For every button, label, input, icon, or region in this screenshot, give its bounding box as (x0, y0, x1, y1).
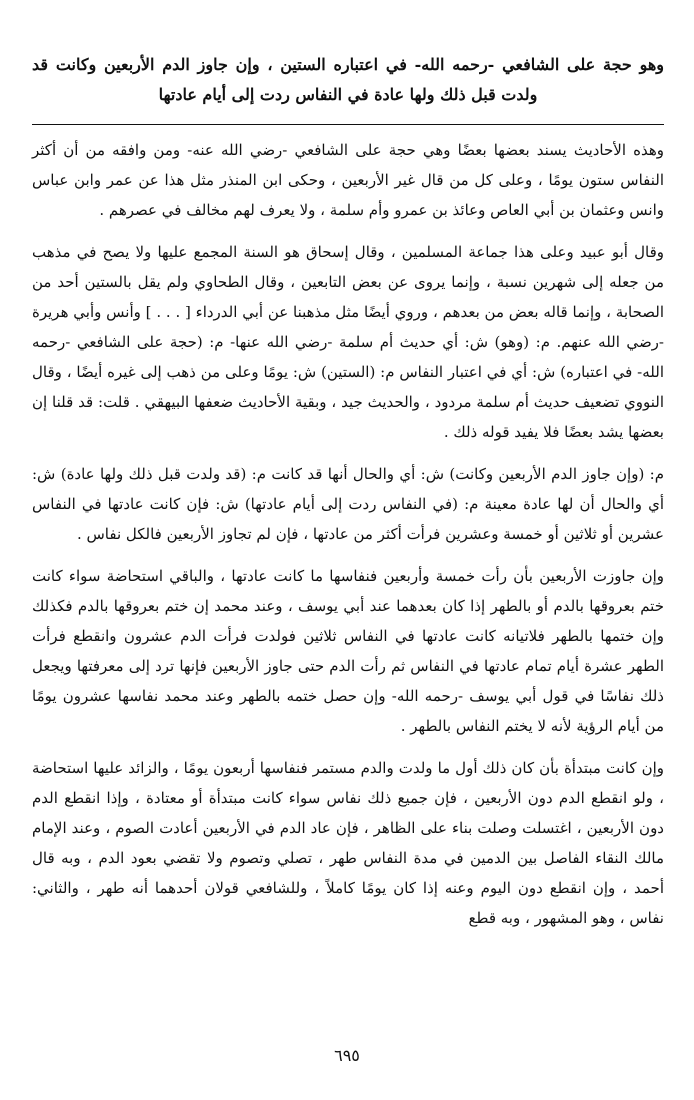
paragraph-3: م: (وإن جاوز الدم الأربعين وكانت) ش: أي والحال أنها قد كانت م: (قد ولدت قبل ذلك ولها عادة) ش: أي والحال أن لها عادة معينة م: (في النفاس ردت إلى أيام عادتها) ش: فإن كانت عادتها في النفاس عشرين أو ثلاثين أو خمسة وعشرين فرأت أكثر من عادتها ، فإن لم تجاوز الأربعين فالكل نفاس . (32, 465, 664, 543)
paragraph-5: وإن كانت مبتدأة بأن كان ذلك أول ما ولدت والدم مستمر فنفاسها أربعون يومًا ، والزائد عليها استحاضة ، ولو انقطع الدم دون الأربعين ، فإن جميع ذلك نفاس سواء كانت مبتدأة أو معتادة ، وإذا انقطع الدم دون الأربعين ، اغتسلت وصلت بناء على الظاهر ، فإن عاد الدم في الأربعين أعادت الصوم ، وعند الإمام مالك النقاء الفاصل بين الدمين في مدة النفاس طهر ، تصلي وتصوم ولا تقضي بعود الدم ، وبه قال أحمد ، وإن انقطع دون اليوم وعنه إذا كان يومًا كاملاً ، وللشافعي قولان أحدهما أنه طهر ، والثاني: نفاس ، وهو المشهور ، وبه قطع (32, 759, 664, 927)
page-body (32, 50, 664, 945)
page-number: ٦٩٥ (334, 1046, 360, 1065)
paragraph-2: وقال أبو عبيد وعلى هذا جماعة المسلمين ، وقال إسحاق هو السنة المجمع عليها ولا يصح في مذهب من جعله إلى شهرين نسبة ، وإنما يروى عن بعض التابعين ، وقال الطحاوي ولم يقل بالستين أحد من الصحابة ، وإنما قاله بعض من بعدهم ، وروي أيضًا مثل مذهبنا عن أبي الدرداء [ . . . ] وأنس وأبي هريرة -رضي الله عنهم. م: (وهو) ش: أي حديث أم سلمة -رضي الله عنها- م: (حجة على الشافعي -رحمه الله- في اعتباره) ش: أي في اعتبار النفاس م: (الستين) ش: يومًا وعلى من ذهب إلى غيره أيضًا ، وقال النووي تضعيف حديث أم سلمة مردود ، والحديث جيد ، وبقية الأحاديث ضعفها البيهقي . قلت: قد قلنا إن بعضها يشد بعضًا فلا يفيد قوله ذلك . (32, 243, 665, 441)
paragraph-1: وهذه الأحاديث يسند بعضها بعضًا وهي حجة على الشافعي -رضي الله عنه- ومن وافقه من أن أكثر النفاس ستون يومًا ، وعلى كل من قال غير الأربعين ، وحكى ابن المنذر مثل هذا عن عمر وابن عباس وانس وعثمان بن أبي العاص وعائذ بن عمرو وأم سلمة ، ولا يعرف لهم مخالف في عصرهم . (32, 141, 664, 219)
header-divider (32, 124, 664, 125)
matn-header: وهو حجة على الشافعي -رحمه الله- في اعتباره الستين ، وإن جاوز الدم الأربعين وكانت قد ولدت قبل ذلك ولها عادة في النفاس ردت إلى أيام عادتها (32, 55, 664, 104)
paragraph-4: وإن جاوزت الأربعين بأن رأت خمسة وأربعين فنفاسها ما كانت عادتها ، والباقي استحاضة سواء كانت ختم بعروقها بالدم أو بالطهر إذا كان بعدهما عند أبي يوسف ، وعند محمد إن ختم بعروقها بالدم فكذلك وإن ختمها بالطهر فلاتيانه كانت عادتها في النفاس ثلاثين فولدت فرأت الدم عشرون وانقطع فرأت الطهر عشرة أيام تمام عادتها في النفاس ثم رأت الدم حتى جاوز الأربعين فإنها ترد إلى معرفتها ويجعل ذلك نفاسًا في قول أبي يوسف -رحمه الله- وإن حصل ختمه بالطهر وعند محمد نفاسها عشرون يومًا من أيام الرؤية لأنه لا يختم النفاس بالطهر . (32, 567, 664, 735)
